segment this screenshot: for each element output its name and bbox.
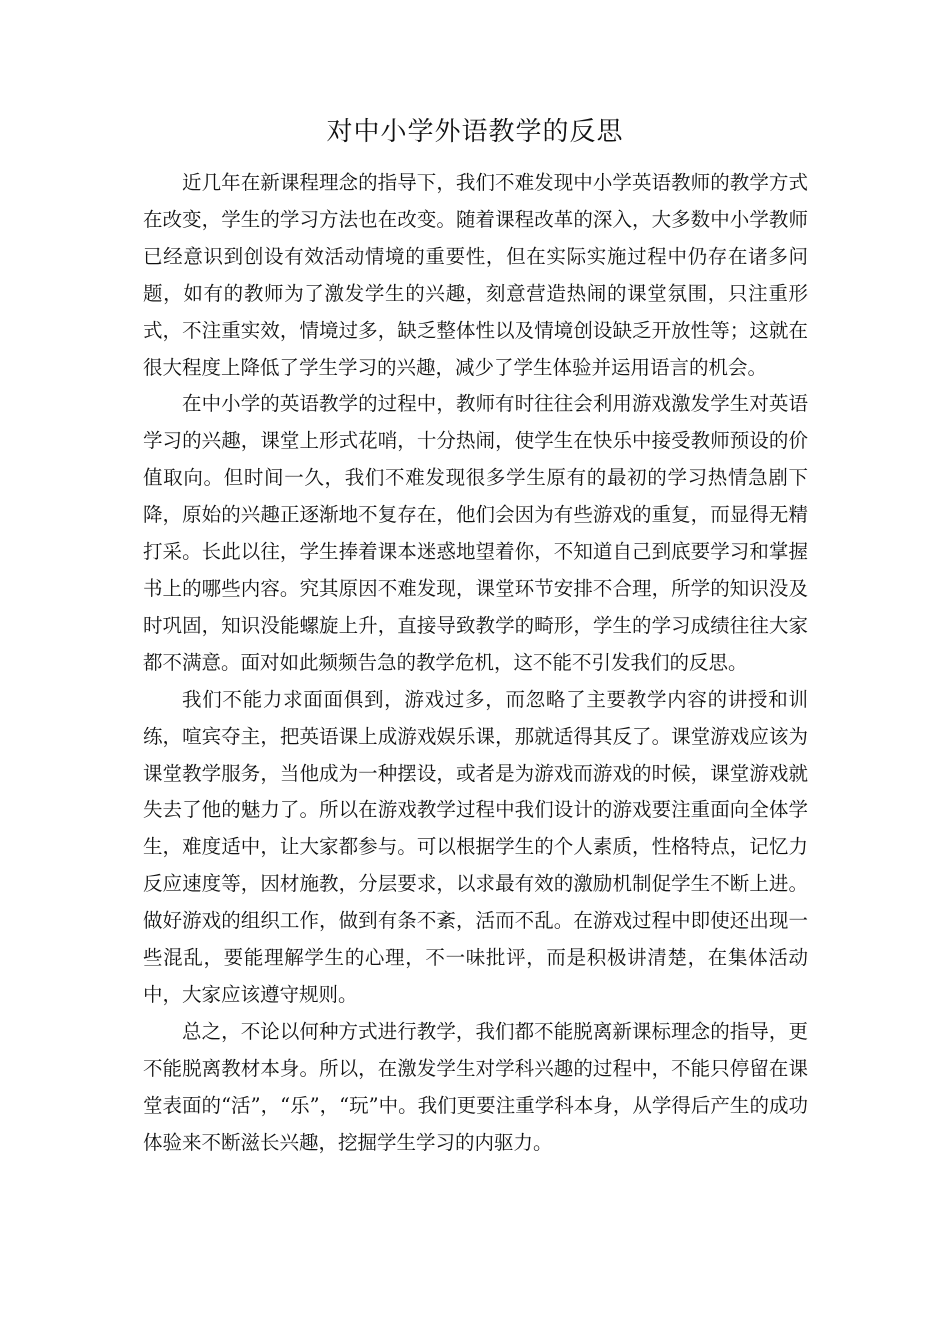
paragraph-2: 在中小学的英语教学的过程中，教师有时往往会利用游戏激发学生对英语学习的兴趣，课堂上形式花哨，十分热闹，使学生在快乐中接受教师预设的价值取向。但时间一久，我们不难发现很多学生原有的最初的学习热情急剧下降，原始的兴趣正逐渐地不复存在，他们会因为有些游戏的重复，而显得无精打采。长此以往，学生捧着课本迷惑地望着你，不知道自己到底要学习和掌握书上的哪些内容。究其原因不难发现，课堂环节安排不合理，所学的知识没及时巩固，知识没能螺旋上升，直接导致教学的畸形，学生的学习成绩往往大家都不满意。面对如此频频告急的教学危机，这不能不引发我们的反思。 xyxy=(143,392,808,674)
paragraph-3: 我们不能力求面面俱到，游戏过多，而忽略了主要教学内容的讲授和训练，喧宾夺主，把英语课上成游戏娱乐课，那就适得其反了。课堂游戏应该为课堂教学服务，当他成为一种摆设，或者是为游戏而游戏的时候，课堂游戏就失去了他的魅力了。所以在游戏教学过程中我们设计的游戏要注重面向全体学生，难度适中，让大家都参与。可以根据学生的个人素质，性格特点，记忆力反应速度等，因材施教，分层要求，以求最有效的激励机制促学生不断上进。做好游戏的组织工作，做到有条不紊，活而不乱。在游戏过程中即使还出现一些混乱，要能理解学生的心理，不一味批评，而是积极讲清楚，在集体活动中，大家应该遵守规则。 xyxy=(143,687,808,1006)
document-title: 对中小学外语教学的反思 xyxy=(326,117,624,147)
paragraph-1: 近几年在新课程理念的指导下，我们不难发现中小学英语教师的教学方式在改变，学生的学习方法也在改变。随着课程改革的深入，大多数中小学教师已经意识到创设有效活动情境的重要性，但在实际实施过程中仍存在诸多问题，如有的教师为了激发学生的兴趣，刻意营造热闹的课堂氛围，只注重形式，不注重实效，情境过多，缺乏整体性以及情境创设缺乏开放性等；这就在很大程度上降低了学生学习的兴趣，减少了学生体验并运用语言的机会。 xyxy=(143,171,808,379)
document-body xyxy=(143,165,808,1161)
paragraph-4: 总之，不论以何种方式进行教学，我们都不能脱离新课标理念的指导，更不能脱离教材本身。所以，在激发学生对学科兴趣的过程中，不能只停留在课堂表面的“活”，“乐”，“玩”中。我们更要注重学科本身，从学得后产生的成功体验来不断滋长兴趣，挖掘学生学习的内驱力。 xyxy=(143,1019,808,1154)
